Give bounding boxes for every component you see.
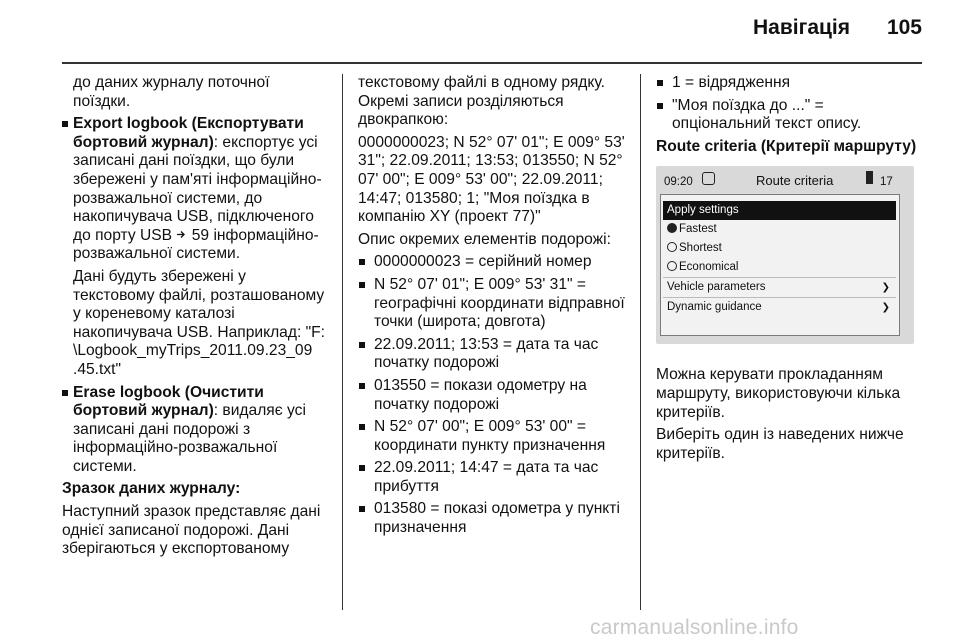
- route-para-1: Можна керувати прокладанням маршруту, використовуючи кілька критеріїв.: [656, 366, 901, 421]
- elements-desc: Опис окремих елементів подорожі:: [358, 230, 611, 248]
- column-2: [358, 74, 628, 542]
- page-title: Навігація: [752, 16, 850, 39]
- bullet-square: [657, 103, 663, 109]
- page-ref: 59: [191, 226, 210, 244]
- path-line-2: .45.txt": [73, 360, 122, 378]
- list-item: N 52° 07' 01"; E 009° 53' 31" = географічні координати відправної точки (широта; довгота): [358, 276, 628, 332]
- menu-item-economical[interactable]: Economical: [663, 258, 896, 278]
- bullet-square: [359, 342, 365, 348]
- status-bar: [662, 170, 908, 190]
- page-number: 105: [886, 16, 922, 39]
- bullet-square: [62, 121, 68, 127]
- export-logbook-item: [62, 115, 330, 264]
- nav-icon: [702, 172, 715, 185]
- export-logbook-text-2: інформаційно-розважальної системи.: [73, 226, 319, 263]
- list-item: 013550 = покази одометру на початку подорожі: [358, 377, 628, 414]
- phone-icon: [866, 171, 873, 184]
- sample-heading: Зразок даних журналу:: [62, 480, 241, 498]
- sample-intro: Наступний зразок представляє дані однієї записаної подорожі. Дані зберігаються у експортованому: [62, 503, 321, 558]
- chevron-right-icon: ❯: [881, 282, 890, 294]
- list-item: "Моя поїздка до ..." = опціональний текст опису.: [656, 97, 918, 134]
- path-line-1: \Logbook_myTrips_2011.09.23_09: [73, 342, 313, 360]
- list-item: N 52° 07' 00"; E 009° 53' 00" = координати пункту призначення: [358, 418, 628, 455]
- arrow-ref-icon: [176, 227, 191, 244]
- radio-selected-icon: [667, 223, 677, 233]
- erase-logbook-label: Erase logbook (Очистити бортовий журнал): [73, 383, 264, 420]
- list-item: 22.09.2011; 14:47 = дата та час прибуття: [358, 459, 628, 496]
- bullet-square: [359, 259, 365, 265]
- sample-record: 0000000023; N 52° 07' 01"; E 009° 53' 31"; 22.09.2011; 13:53; 013550; N 52° 07' 00"; E 009° 53' 00"; 22.09.2011; 14:47; 013580; 1; "Моя поїздка в компанію XY (проект 77)": [358, 133, 625, 226]
- bullet-square: [657, 80, 663, 86]
- watermark: carmanualsonline.info: [590, 616, 799, 639]
- bullet-square: [359, 465, 365, 471]
- menu-item-fastest[interactable]: Fastest: [663, 220, 896, 239]
- erase-logbook-text: : видаляє усі записані дані подорожі з інформаційно-розважальної системи.: [73, 402, 306, 475]
- erase-logbook-item: [62, 384, 330, 477]
- criteria-menu: [663, 201, 896, 317]
- continued-text: до даних журналу поточної поїздки.: [73, 74, 270, 110]
- bullet-square: [359, 282, 365, 288]
- menu-item-apply-settings[interactable]: Apply settings: [663, 201, 896, 220]
- list-item: 22.09.2011; 13:53 = дата та час початку подорожі: [358, 336, 628, 373]
- screen-title: Route criteria: [756, 173, 834, 189]
- bullet-square: [62, 390, 68, 396]
- route-criteria-heading: Route criteria (Критерії маршруту): [656, 137, 917, 155]
- list-item: 1 = відрядження: [656, 74, 918, 93]
- column-divider-1: [342, 74, 343, 610]
- export-logbook-text: : експортує усі записані дані поїздки, що були збережені у пам'яті інформаційно-розважальної системи, до накопичувача USB, підключеного до порту USB: [73, 133, 322, 244]
- radio-icon: [667, 261, 677, 271]
- menu-item-dynamic-guidance[interactable]: Dynamic guidance ❯: [663, 298, 896, 317]
- menu-item-shortest[interactable]: Shortest: [663, 239, 896, 258]
- list-item: 013580 = показі одометра у пункті призначення: [358, 500, 628, 537]
- column-divider-2: [640, 74, 641, 610]
- clock: 09:20: [664, 176, 693, 189]
- route-criteria-screenshot: [656, 166, 914, 344]
- bullet-square: [359, 383, 365, 389]
- radio-icon: [667, 242, 677, 252]
- menu-item-vehicle-parameters[interactable]: Vehicle parameters ❯: [663, 278, 896, 298]
- bullet-square: [359, 424, 365, 430]
- saved-file-text: Дані будуть збережені у текстовому файлі, розташованому у кореневому каталозі накопичувача USB. Наприклад: "F: \Logbook_myTrips_2011.09.23_09 .45.txt": [73, 267, 326, 378]
- bullet-square: [359, 506, 365, 512]
- chevron-right-icon: ❯: [881, 302, 890, 314]
- header-rule: [62, 62, 922, 64]
- column-1: [62, 74, 330, 563]
- temperature: 17: [880, 176, 893, 189]
- route-para-2: Виберіть один із наведених нижче критеріїв.: [656, 426, 904, 462]
- export-logbook-label: Export logbook (Експортувати бортовий журнал): [73, 115, 304, 151]
- screen-panel: [660, 194, 900, 336]
- column-3: [656, 74, 918, 467]
- page-header: [0, 0, 960, 64]
- intro-text: текстовому файлі в одному рядку. Окремі записи розділяються двокрапкою:: [358, 74, 605, 129]
- list-item: 0000000023 = серійний номер: [358, 253, 628, 272]
